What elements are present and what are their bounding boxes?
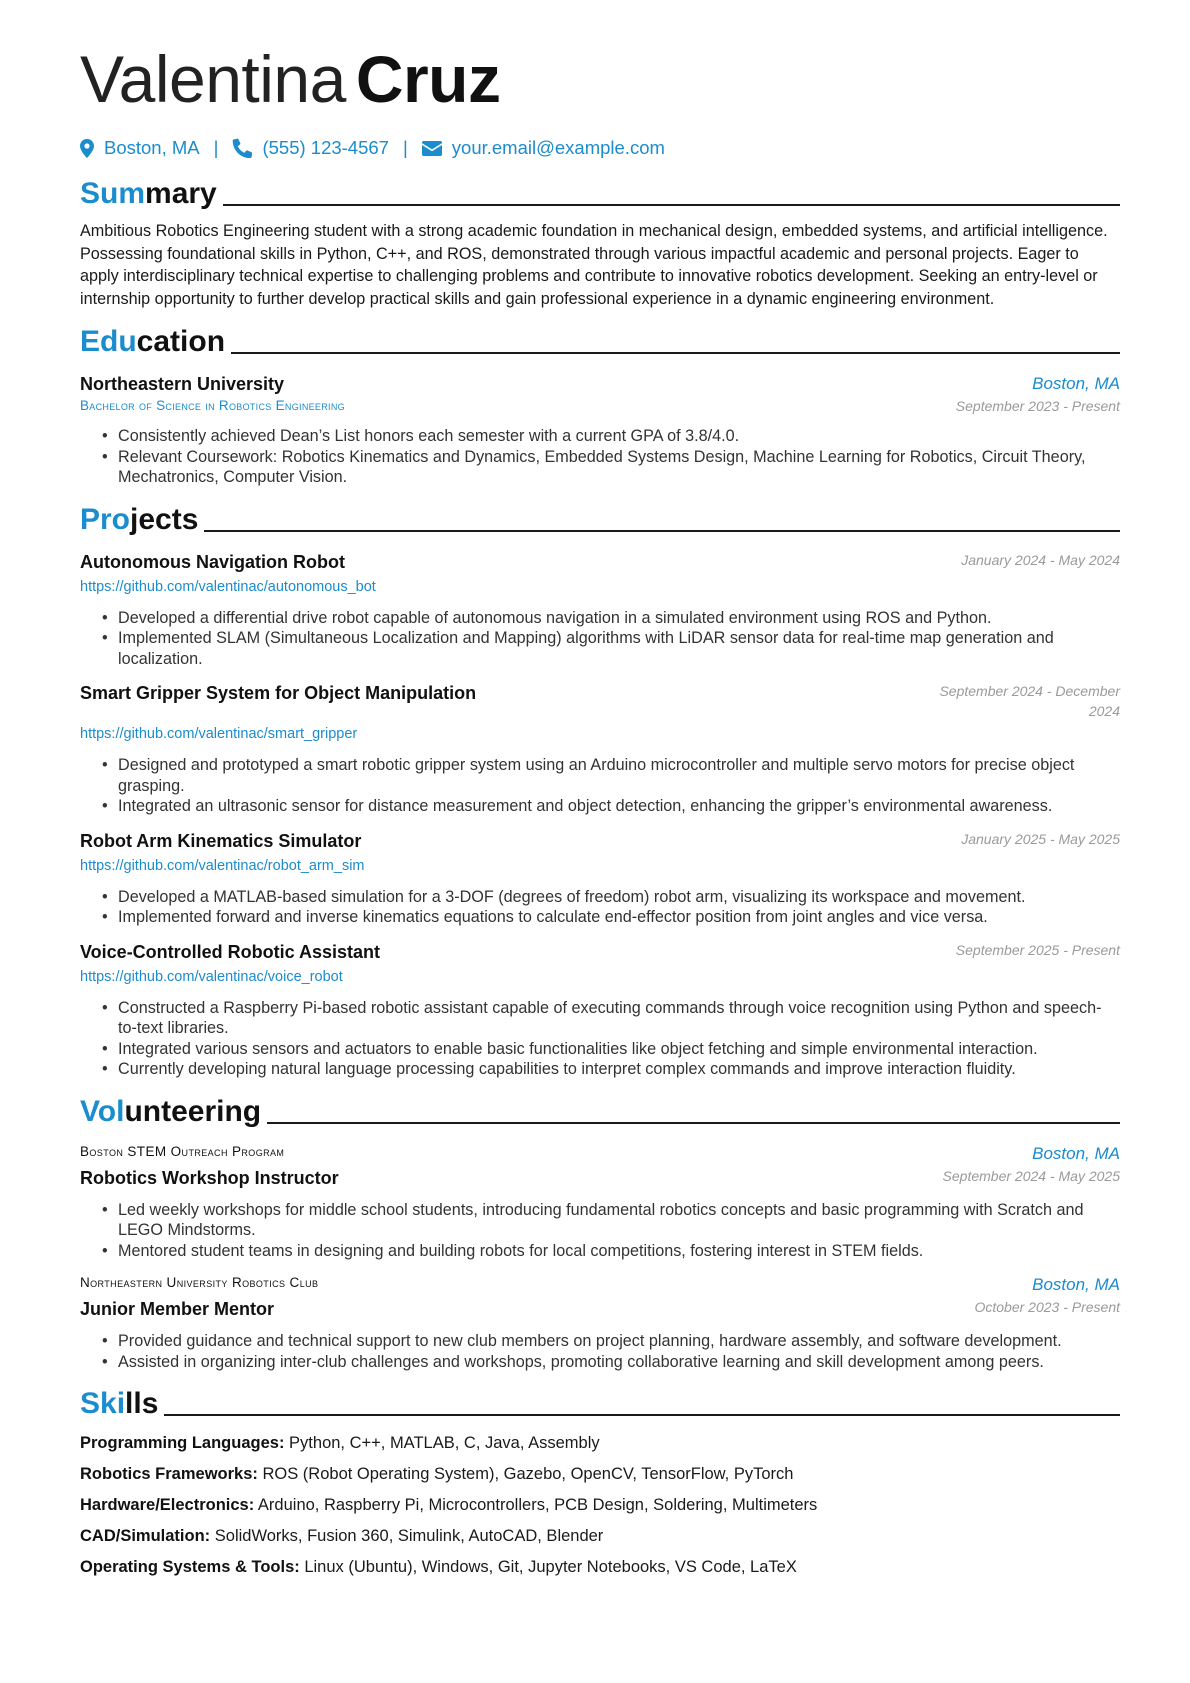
section-title: Projects <box>80 502 199 536</box>
volunteer-role: Robotics Workshop Instructor <box>80 1167 339 1188</box>
last-name: Cruz <box>355 42 501 116</box>
section-title: Volunteering <box>80 1094 262 1128</box>
section-projects-heading <box>80 500 1120 538</box>
project-entry <box>80 550 1120 670</box>
volunteer-role: Junior Member Mentor <box>80 1299 275 1320</box>
envelope-icon <box>422 141 442 156</box>
project-title: Robot Arm Kinematics Simulator <box>80 830 362 851</box>
skill-label: Programming Languages: <box>80 1434 285 1453</box>
project-dates: January 2025 - May 2025 <box>961 830 1120 847</box>
skill-label: Operating Systems & Tools: <box>80 1558 300 1577</box>
summary-text: Ambitious Robotics Engineering student with a strong academic foundation in mechanical design, embedded systems, and artificial intelligence. Possessing foundational skills in Python, C++, and ROS, demonstrated through various impactful academic and personal projects. Eager to apply interdisciplinary technical expertise to challenging problems and contribute to innovative robotics development. Seeking an entry-level or internship opportunity to further develop practical skills and gain professional experience in a dynamic engineering environment. <box>80 222 1108 308</box>
skill-value: Linux (Ubuntu), Windows, Git, Jupyter Notebooks, VS Code, LaTeX <box>304 1558 797 1577</box>
list-item: • Developed a differential drive robot capable of autonomous navigation in a simulated environment using ROS and Python. <box>118 608 1120 629</box>
project-entry <box>80 829 1120 928</box>
skill-label: CAD/Simulation: <box>80 1527 211 1546</box>
skill-row <box>80 1432 1120 1454</box>
degree: Bachelor of Science in Robotics Engineering <box>80 398 345 414</box>
map-pin-icon <box>80 139 94 158</box>
section-education-heading <box>80 322 1120 360</box>
first-name: Valentina <box>80 42 346 116</box>
school-name: Northeastern University <box>80 374 285 395</box>
location-text: Boston, MA <box>104 137 200 158</box>
candidate-name <box>80 38 1120 120</box>
list-item: • Constructed a Raspberry Pi-based robotic assistant capable of executing commands through voice recognition using Python and speech-to-text libraries. <box>118 998 1120 1039</box>
project-title: Autonomous Navigation Robot <box>80 551 345 572</box>
contact-phone[interactable] <box>232 137 389 159</box>
project-bullets <box>80 998 1120 1080</box>
section-title: Summary <box>80 177 217 210</box>
volunteer-entry <box>80 1273 1120 1372</box>
list-item: • Provided guidance and technical support to new club members on project planning, hardware assembly, and software development. <box>118 1331 1120 1352</box>
education-entry <box>80 372 1120 488</box>
list-item: • Integrated an ultrasonic sensor for distance measurement and object detection, enhancing the gripper’s environmental awareness. <box>118 796 1120 817</box>
section-rule <box>223 204 1120 206</box>
project-title: Voice-Controlled Robotic Assistant <box>80 941 381 962</box>
project-entry <box>80 681 1120 817</box>
skill-row <box>80 1525 1120 1547</box>
project-link[interactable]: https://github.com/valentinac/autonomous_bot <box>80 578 376 595</box>
list-item: • Developed a MATLAB-based simulation for a 3-DOF (degrees of freedom) robot arm, visualizing its workspace and movement. <box>118 887 1120 908</box>
list-item: • Implemented SLAM (Simultaneous Localization and Mapping) algorithms with LiDAR sensor data for real-time map generation and localization. <box>118 628 1120 669</box>
list-item: • Mentored student teams in designing and building robots for local competitions, fostering interest in STEM fields. <box>118 1241 1120 1262</box>
phone-text: (555) 123-4567 <box>262 137 389 158</box>
skill-label: Robotics Frameworks: <box>80 1465 258 1484</box>
section-rule <box>164 1414 1120 1416</box>
project-dates: January 2024 - May 2024 <box>961 551 1120 568</box>
organization-name: Northeastern University Robotics Club <box>80 1275 319 1291</box>
list-item: • Led weekly workshops for middle school students, introducing fundamental robotics concepts and basic programming with Scratch and LEGO Mindstorms. <box>118 1200 1120 1241</box>
list-item: • Implemented forward and inverse kinematics equations to calculate end-effector position from joint angles and vice versa. <box>118 907 1120 928</box>
skill-value: SolidWorks, Fusion 360, Simulink, AutoCAD, Blender <box>214 1527 604 1546</box>
contact-email[interactable] <box>422 137 665 159</box>
project-bullets <box>80 608 1120 670</box>
phone-icon <box>232 138 252 158</box>
school-location: Boston, MA <box>1032 374 1120 394</box>
list-item: • Assisted in organizing inter-club challenges and workshops, promoting collaborative learning and skill development among peers. <box>118 1352 1120 1373</box>
project-dates: September 2024 - December 2024 <box>939 683 1120 720</box>
skill-row <box>80 1494 1120 1516</box>
list-item: • Currently developing natural language processing capabilities to interpret complex commands and improve interaction fluidity. <box>118 1059 1120 1080</box>
volunteer-entry <box>80 1142 1120 1262</box>
project-bullets <box>80 887 1120 928</box>
skill-value: ROS (Robot Operating System), Gazebo, OpenCV, TensorFlow, PyTorch <box>262 1465 794 1484</box>
project-bullets <box>80 755 1120 817</box>
skill-label: Hardware/Electronics: <box>80 1496 255 1515</box>
volunteer-bullets <box>80 1331 1120 1372</box>
contact-separator: | <box>402 137 408 158</box>
skills-list <box>80 1432 1120 1578</box>
project-link[interactable]: https://github.com/valentinac/smart_gripper <box>80 726 358 743</box>
education-dates: September 2023 - Present <box>955 398 1120 415</box>
skill-row <box>80 1556 1120 1578</box>
list-item: • Integrated various sensors and actuators to enable basic functionalities like object fetching and simple environmental interaction. <box>118 1039 1120 1060</box>
skill-value: Python, C++, MATLAB, C, Java, Assembly <box>289 1434 600 1453</box>
list-item: • Designed and prototyped a smart robotic gripper system using an Arduino microcontroller and multiple servo motors for precise object grasping. <box>118 755 1120 796</box>
section-summary-heading <box>80 174 1120 212</box>
list-item: • Relevant Coursework: Robotics Kinematics and Dynamics, Embedded Systems Design, Machine Learning for Robotics, Circuit Theory, Mechatronics, Computer Vision. <box>118 447 1120 488</box>
project-link[interactable]: https://github.com/valentinac/robot_arm_sim <box>80 857 365 874</box>
volunteer-location: Boston, MA <box>1032 1275 1120 1295</box>
section-rule <box>231 352 1120 354</box>
resume-page <box>80 38 1120 1587</box>
project-entry <box>80 940 1120 1080</box>
contact-line <box>80 134 1120 162</box>
section-title: Skills <box>80 1387 159 1421</box>
contact-separator: | <box>213 137 219 158</box>
volunteer-location: Boston, MA <box>1032 1143 1120 1163</box>
section-title: Education <box>80 325 226 359</box>
skill-row <box>80 1463 1120 1485</box>
volunteer-bullets <box>80 1200 1120 1262</box>
section-skills-heading <box>80 1384 1120 1422</box>
project-dates: September 2025 - Present <box>955 941 1120 958</box>
project-link[interactable]: https://github.com/valentinac/voice_robot <box>80 968 343 985</box>
contact-location <box>80 137 200 159</box>
section-rule <box>267 1122 1120 1124</box>
volunteer-dates: October 2023 - Present <box>974 1299 1120 1316</box>
education-bullets <box>80 426 1120 488</box>
list-item: • Consistently achieved Dean’s List honors each semester with a current GPA of 3.8/4.0. <box>118 426 1120 447</box>
section-rule <box>204 530 1120 532</box>
section-volunteering-heading <box>80 1092 1120 1130</box>
email-text: your.email@example.com <box>451 137 665 158</box>
project-title: Smart Gripper System for Object Manipulation <box>80 683 477 704</box>
skill-value: Arduino, Raspberry Pi, Microcontrollers, PCB Design, Soldering, Multimeters <box>257 1496 818 1515</box>
organization-name: Boston STEM Outreach Program <box>80 1143 285 1159</box>
volunteer-dates: September 2024 - May 2025 <box>942 1167 1120 1184</box>
